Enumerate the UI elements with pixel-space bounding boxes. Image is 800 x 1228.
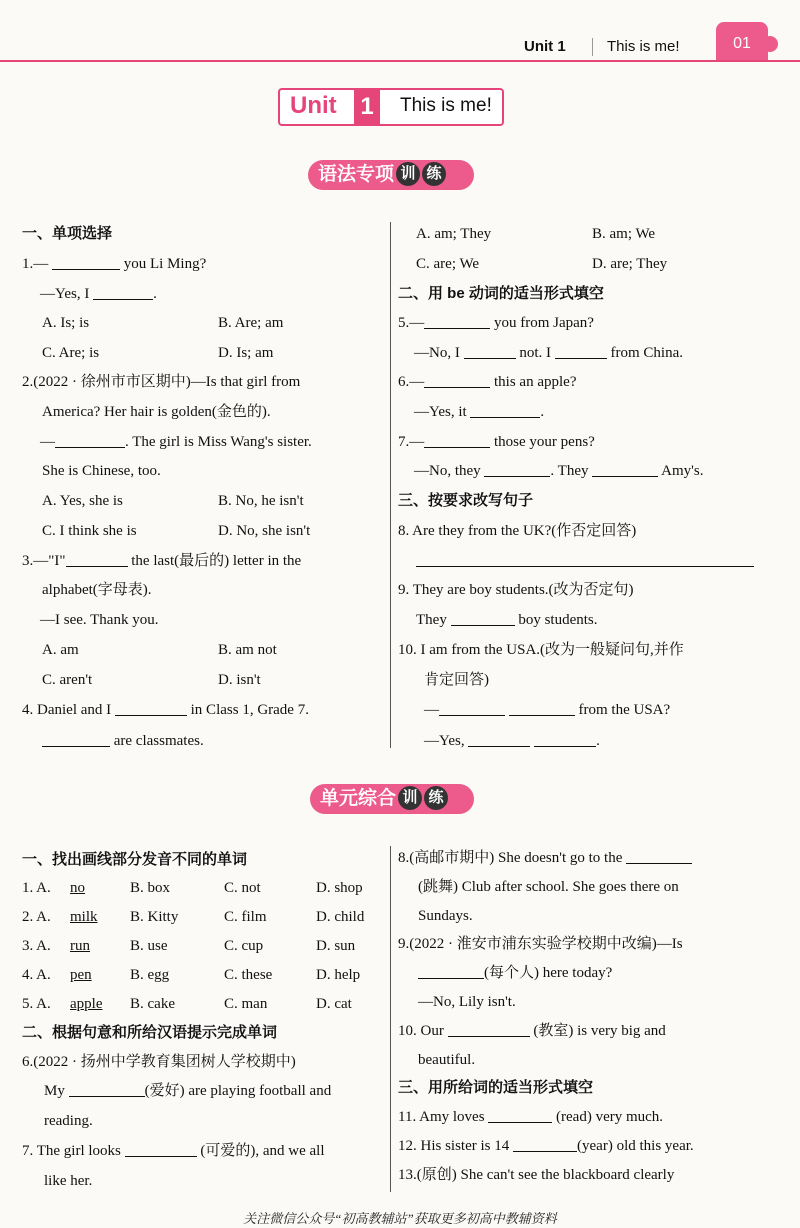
s2-q11-line: 11. Amy loves (read) very much. xyxy=(398,1109,664,1125)
q4-blank1[interactable] xyxy=(115,701,187,716)
pron-row-3-option-c: C. cup xyxy=(224,938,264,954)
q9-blank[interactable] xyxy=(451,611,515,626)
s2-q7-line1: 7. The girl looks (可爱的), and we all xyxy=(22,1143,325,1159)
s2-part1-heading: 一、找出画线部分发音不同的单词 xyxy=(22,851,248,868)
pron-row-2-option-c: C. film xyxy=(224,909,267,925)
section-grammar-label: 语法专项 xyxy=(318,164,395,185)
unit-banner xyxy=(278,88,504,126)
page-number-tab: 01 xyxy=(716,22,768,62)
s2-q12-line: 12. His sister is 14 (year) old this year. xyxy=(398,1138,694,1154)
s1-part3-heading: 三、按要求改写句子 xyxy=(398,492,534,509)
q3-option-d: D. isn't xyxy=(218,672,261,688)
s2-q9-blank[interactable] xyxy=(418,964,484,979)
pill-circle-1: 训 xyxy=(396,162,420,186)
pron-row-1-option-d: D. shop xyxy=(316,880,363,896)
s2-q6-line2: My (爱好) are playing football and xyxy=(44,1083,332,1099)
q7-blank2[interactable] xyxy=(484,462,550,477)
pron-row-5-number: 5. A. xyxy=(22,996,51,1012)
s2-q9-line1: 9.(2022 · 淮安市浦东实验学校期中改编)—Is xyxy=(398,936,683,952)
q7-line1: 7.— those your pens? xyxy=(398,434,595,450)
q6-blank2[interactable] xyxy=(470,403,540,418)
s2-q9-line3: —No, Lily isn't. xyxy=(418,994,516,1010)
q2-option-b: B. No, he isn't xyxy=(218,493,304,509)
q6-blank1[interactable] xyxy=(424,373,490,388)
pron-row-4-option-c: C. these xyxy=(224,967,273,983)
s2-q6-line1: 6.(2022 · 扬州中学教育集团树人学校期中) xyxy=(22,1054,296,1070)
s2-q6-line3: reading. xyxy=(44,1113,93,1129)
q1-line1: 1.— you Li Ming? xyxy=(22,256,207,272)
pron-row-5-option-a: apple xyxy=(70,996,103,1012)
q10-line2: 肯定回答) xyxy=(424,672,489,688)
q5-line2: —No, I not. I from China. xyxy=(414,345,683,361)
q4-option-c: C. are; We xyxy=(416,256,480,272)
s2-q8-line2: (跳舞) Club after school. She goes there on xyxy=(418,879,679,895)
column-divider xyxy=(390,222,391,748)
q2-line3: — . The girl is Miss Wang's sister. xyxy=(40,434,312,450)
q1-line2: —Yes, I . xyxy=(40,286,157,302)
q3-option-b: B. am not xyxy=(218,642,277,658)
q1-blank1[interactable] xyxy=(52,255,120,270)
s2-q7-line2: like her. xyxy=(44,1173,93,1189)
q5-line1: 5.— you from Japan? xyxy=(398,315,594,331)
section-grammar-pill xyxy=(308,160,474,190)
pron-row-1-option-b: B. box xyxy=(130,880,171,896)
q10-line1: 10. I am from the USA.(改为一般疑问句,并作 xyxy=(398,642,684,658)
q3-blank[interactable] xyxy=(66,552,128,567)
section-comprehensive-label: 单元综合 xyxy=(320,788,397,809)
q3-line3: —I see. Thank you. xyxy=(40,612,159,628)
q1-option-c: C. Are; is xyxy=(42,345,100,361)
s2-q6-blank[interactable] xyxy=(69,1082,145,1097)
pron-row-5-option-c: C. man xyxy=(224,996,268,1012)
q10-blank4[interactable] xyxy=(534,732,596,747)
s2-q12-blank[interactable] xyxy=(513,1137,577,1152)
s2-q8-line1: 8.(高邮市期中) She doesn't go to the xyxy=(398,848,692,868)
s2-q10-line1: 10. Our (教室) is very big and xyxy=(398,1023,666,1039)
s1-part1-heading: 一、单项选择 xyxy=(22,225,113,242)
pron-row-3-option-a: run xyxy=(70,938,90,954)
q8-line: 8. Are they from the UK?(作否定回答) xyxy=(398,523,637,539)
pron-row-1-option-a: no xyxy=(70,880,85,896)
s2-part3-heading: 三、用所给词的适当形式填空 xyxy=(398,1079,594,1096)
q3-line1: 3.—"I" the last(最后的) letter in the xyxy=(22,553,302,569)
pron-row-5-option-d: D. cat xyxy=(316,996,352,1012)
s2-q10-line2: beautiful. xyxy=(418,1052,476,1068)
q10-blank3[interactable] xyxy=(468,732,530,747)
q5-blank2[interactable] xyxy=(464,344,516,359)
q2-option-c: C. I think she is xyxy=(42,523,137,539)
q5-blank3[interactable] xyxy=(555,344,607,359)
pron-row-5-option-b: B. cake xyxy=(130,996,175,1012)
q2-blank[interactable] xyxy=(55,433,125,448)
q6-line1: 6.— this an apple? xyxy=(398,374,577,390)
s2-q13-line: 13.(原创) She can't see the blackboard clearly xyxy=(398,1167,675,1183)
s1-part2-heading: 二、用 be 动词的适当形式填空 xyxy=(398,285,604,302)
pron-row-2-number: 2. A. xyxy=(22,909,51,925)
pron-row-2-option-d: D. child xyxy=(316,909,365,925)
q7-blank3[interactable] xyxy=(592,462,658,477)
q7-line2: —No, they . They Amy's. xyxy=(414,463,704,479)
pron-row-2-option-a: milk xyxy=(70,909,98,925)
pron-row-3-number: 3. A. xyxy=(22,938,51,954)
q1-option-b: B. Are; am xyxy=(218,315,284,331)
q3-option-c: C. aren't xyxy=(42,672,93,688)
q4-blank2[interactable] xyxy=(42,732,110,747)
s2-q11-blank[interactable] xyxy=(488,1108,552,1123)
pron-row-4-option-d: D. help xyxy=(316,967,361,983)
s2-q7-blank[interactable] xyxy=(125,1142,197,1157)
s2-q8-blank[interactable] xyxy=(626,849,692,864)
s2-q10-blank[interactable] xyxy=(448,1022,530,1037)
q10-blank2[interactable] xyxy=(509,701,575,716)
banner-unit-label: Unit xyxy=(290,92,337,119)
q1-option-d: D. Is; am xyxy=(218,345,274,361)
q4-option-d: D. are; They xyxy=(592,256,668,272)
q1-blank2[interactable] xyxy=(93,285,153,300)
q2-line1: 2.(2022 · 徐州市市区期中)—Is that girl from xyxy=(22,374,301,390)
pron-row-4-number: 4. A. xyxy=(22,967,51,983)
page-header xyxy=(0,0,800,62)
q3-line2: alphabet(字母表). xyxy=(42,582,152,598)
q2-line2: America? Her hair is golden(金色的). xyxy=(42,404,271,420)
q10-blank1[interactable] xyxy=(439,701,505,716)
banner-unit-number: 1 xyxy=(354,88,380,126)
pill-circle-3: 训 xyxy=(398,786,422,810)
q4-line2: are classmates. xyxy=(42,731,204,751)
pron-row-3-option-d: D. sun xyxy=(316,938,356,954)
q10-line3: — from the USA? xyxy=(424,702,671,718)
q6-line2: —Yes, it . xyxy=(414,404,545,420)
s2-q9-line2: (每个人) here today? xyxy=(418,963,612,983)
q4-option-a: A. am; They xyxy=(416,226,492,242)
q8-answer-line[interactable] xyxy=(416,552,754,567)
section-comprehensive-pill xyxy=(310,784,474,814)
header-rule xyxy=(0,60,800,62)
q7-blank1[interactable] xyxy=(424,433,490,448)
header-separator xyxy=(592,38,593,56)
s2-q8-line3: Sundays. xyxy=(418,908,473,924)
footer-note: 关注微信公众号“初高教辅站”获取更多初高中教辅资料 xyxy=(243,1211,557,1226)
pill-circle-2: 练 xyxy=(422,162,446,186)
q2-option-a: A. Yes, she is xyxy=(42,493,123,509)
pron-row-2-option-b: B. Kitty xyxy=(130,909,179,925)
header-unit: Unit 1 xyxy=(524,38,566,55)
q10-line4: —Yes, . xyxy=(424,733,600,749)
column-divider-2 xyxy=(390,846,391,1192)
s2-part2-heading: 二、根据句意和所给汉语提示完成单词 xyxy=(22,1024,278,1041)
q9-line1: 9. They are boy students.(改为否定句) xyxy=(398,582,634,598)
pron-row-4-option-a: pen xyxy=(70,967,92,983)
q3-option-a: A. am xyxy=(42,642,79,658)
pron-row-1-number: 1. A. xyxy=(22,880,51,896)
q5-blank1[interactable] xyxy=(424,314,490,329)
pron-row-4-option-b: B. egg xyxy=(130,967,170,983)
pron-row-3-option-b: B. use xyxy=(130,938,168,954)
q2-line4: She is Chinese, too. xyxy=(42,463,161,479)
banner-title: This is me! xyxy=(400,95,492,116)
header-title: This is me! xyxy=(607,38,680,55)
q2-option-d: D. No, she isn't xyxy=(218,523,311,539)
pill-circle-4: 练 xyxy=(424,786,448,810)
q4-option-b: B. am; We xyxy=(592,226,656,242)
pron-row-1-option-c: C. not xyxy=(224,880,261,896)
q1-option-a: A. Is; is xyxy=(42,315,90,331)
q9-line2: They boy students. xyxy=(416,612,598,628)
q4-line1: 4. Daniel and I in Class 1, Grade 7. xyxy=(22,702,309,718)
